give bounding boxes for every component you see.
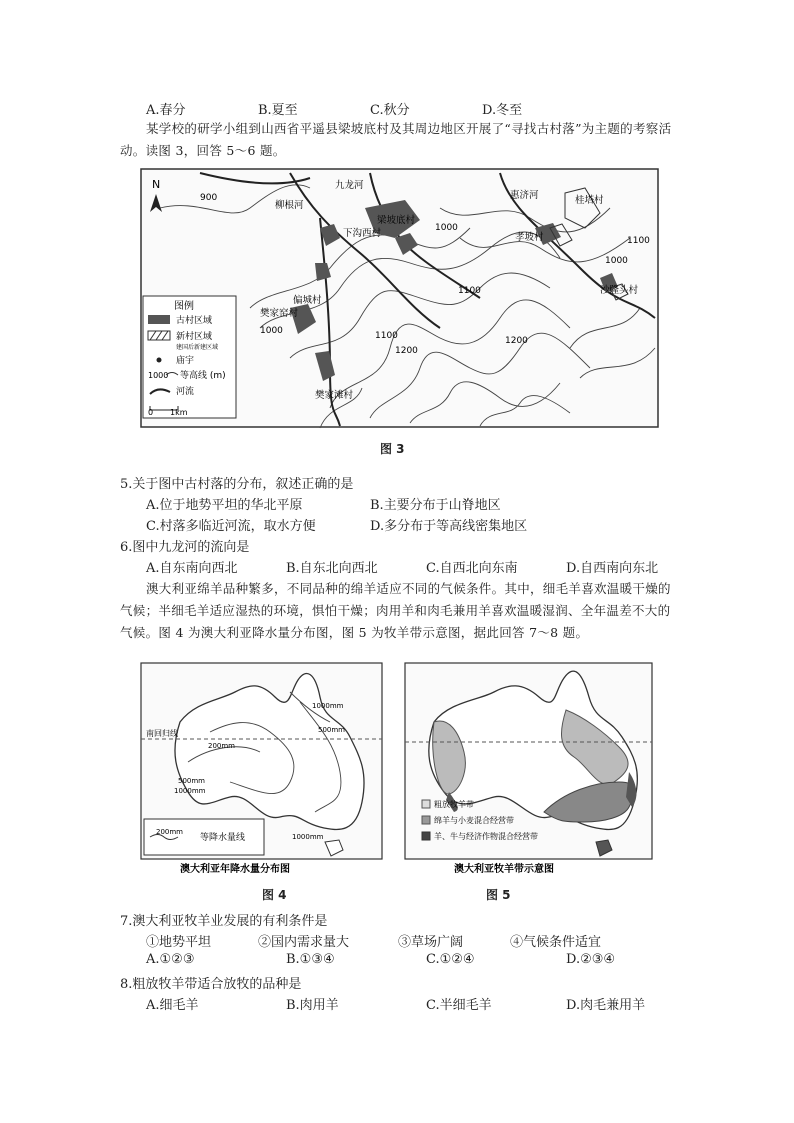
q4-option-b: B.夏至	[258, 103, 298, 118]
village-label: 樊家窑村	[260, 308, 299, 319]
q5-option-a: A.位于地势平坦的华北平原	[146, 498, 303, 513]
intro-paragraph-1: 某学校的研学小组到山西省平遥县梁坡底村及其周边地区开展了“寻找古村落”为主题的考察活动。读图 3，回答 5～6 题。	[120, 121, 672, 158]
scale-label: 1km	[170, 408, 188, 417]
q7-condition-3: ③草场广阔	[398, 935, 464, 950]
contour-label: 900	[200, 193, 218, 203]
village-label: 沙隆头村	[600, 285, 639, 296]
q6-stem: 6.图中九龙河的流向是	[120, 540, 250, 555]
q6-option-a: A.自东南向西北	[146, 561, 238, 576]
isohyet-label: 1000mm	[312, 702, 344, 710]
q7-condition-2: ②国内需求量大	[258, 935, 350, 950]
q4-option-a: A.春分	[146, 103, 186, 118]
figure-4-map	[140, 662, 384, 876]
figure-5-map	[404, 662, 654, 876]
tropic-label: 南回归线	[146, 729, 178, 738]
q8-option-b: B.肉用羊	[286, 998, 339, 1013]
q8-option-c: C.半细毛羊	[426, 998, 492, 1013]
north-label: N	[152, 178, 161, 191]
q7-stem: 7.澳大利亚牧羊业发展的有利条件是	[120, 914, 328, 929]
figure-4-title: 澳大利亚年降水量分布图	[180, 864, 290, 875]
isohyet-label: 500mm	[178, 777, 205, 785]
isohyet-label: 1000mm	[292, 833, 324, 841]
contour-label: 1200	[505, 336, 528, 346]
contour-label: 1100	[375, 331, 398, 341]
river-label: 柳根河	[275, 200, 304, 211]
q5-option-b: B.主要分布于山脊地区	[370, 498, 501, 513]
legend-item: 等高线 (m)	[180, 371, 226, 381]
figure-3-caption: 图 3	[380, 442, 405, 456]
isohyet-label: 200mm	[208, 742, 235, 750]
legend-item: 建国后新建区域	[176, 344, 219, 351]
village-label: 偏城村	[293, 295, 322, 306]
legend-title: 图例	[174, 301, 194, 312]
q7-option-d: D.②③④	[566, 952, 616, 967]
q8-stem: 8.粗放牧羊带适合放牧的品种是	[120, 977, 302, 992]
legend-item: 古村区域	[176, 316, 213, 326]
village-label: 下沟西村	[343, 228, 382, 239]
q6-option-b: B.自东北向西北	[286, 561, 378, 576]
contour-label: 1100	[458, 286, 481, 296]
village-label: 樊家滩村	[315, 390, 354, 401]
river-label: 九龙河	[335, 180, 364, 191]
q7-option-b: B.①③④	[286, 952, 335, 967]
legend-item: 羊、牛与经济作物混合经营带	[434, 832, 538, 841]
q7-condition-1: ①地势平坦	[146, 935, 212, 950]
figure-3-map	[140, 168, 660, 430]
isohyet-label: 1000mm	[174, 787, 206, 795]
q8-option-d: D.肉毛兼用羊	[566, 998, 646, 1013]
scale-zero: 0	[148, 408, 154, 417]
contour-label: 1000	[260, 326, 283, 336]
legend-item: 庙宇	[176, 356, 195, 366]
legend-item: 粗放牧羊带	[434, 800, 474, 809]
legend-item: 新村区域	[176, 332, 213, 342]
isohyet-label: 500mm	[318, 726, 345, 734]
legend-sample: 200mm	[156, 828, 183, 836]
legend-isohyet: 等降水量线	[200, 833, 246, 843]
q6-option-c: C.自西北向东南	[426, 561, 518, 576]
contour-label: 1000	[605, 256, 628, 266]
q5-option-d: D.多分布于等高线密集地区	[370, 519, 528, 534]
q4-option-d: D.冬至	[482, 103, 523, 118]
q4-option-c: C.秋分	[370, 103, 410, 118]
q7-option-a: A.①②③	[146, 952, 195, 967]
q6-option-d: D.自西南向东北	[566, 561, 659, 576]
legend-item: 绵羊与小麦混合经营带	[434, 816, 514, 825]
village-label: 孝坡村	[515, 232, 544, 243]
village-label: 桂塔村	[575, 195, 604, 206]
intro-paragraph-2: 澳大利亚绵羊品种繁多，不同品种的绵羊适应不同的气候条件。其中，细毛羊喜欢温暖干燥的气候；半细毛羊适应湿热的环境，惧怕干燥；肉用羊和肉毛兼用羊喜欢温暖湿润、全年温差不大的气候。图 4 为澳大利亚降水量分布图，图 5 为牧羊带示意图，据此回答 7～8 题。	[120, 581, 671, 640]
village-label: 梁坡底村	[377, 215, 416, 226]
figure-5-caption: 图 5	[486, 888, 511, 902]
contour-label: 1100	[627, 236, 650, 246]
q8-option-a: A.细毛羊	[146, 998, 199, 1013]
q5-stem: 5.关于图中古村落的分布，叙述正确的是	[120, 477, 354, 492]
figure-5-title: 澳大利亚牧羊带示意图	[454, 864, 554, 875]
legend-item: 河流	[176, 387, 195, 397]
q5-option-c: C.村落多临近河流，取水方便	[146, 519, 316, 534]
river-label: 惠济河	[510, 190, 539, 201]
figure-4-caption: 图 4	[262, 888, 287, 902]
q7-option-c: C.①②④	[426, 952, 475, 967]
contour-label: 1000	[435, 223, 458, 233]
figure-3-legend	[143, 296, 236, 418]
legend-contour-sample: 1000	[148, 371, 169, 380]
contour-label: 1200	[395, 346, 418, 356]
q7-condition-4: ④气候条件适宜	[510, 935, 602, 950]
